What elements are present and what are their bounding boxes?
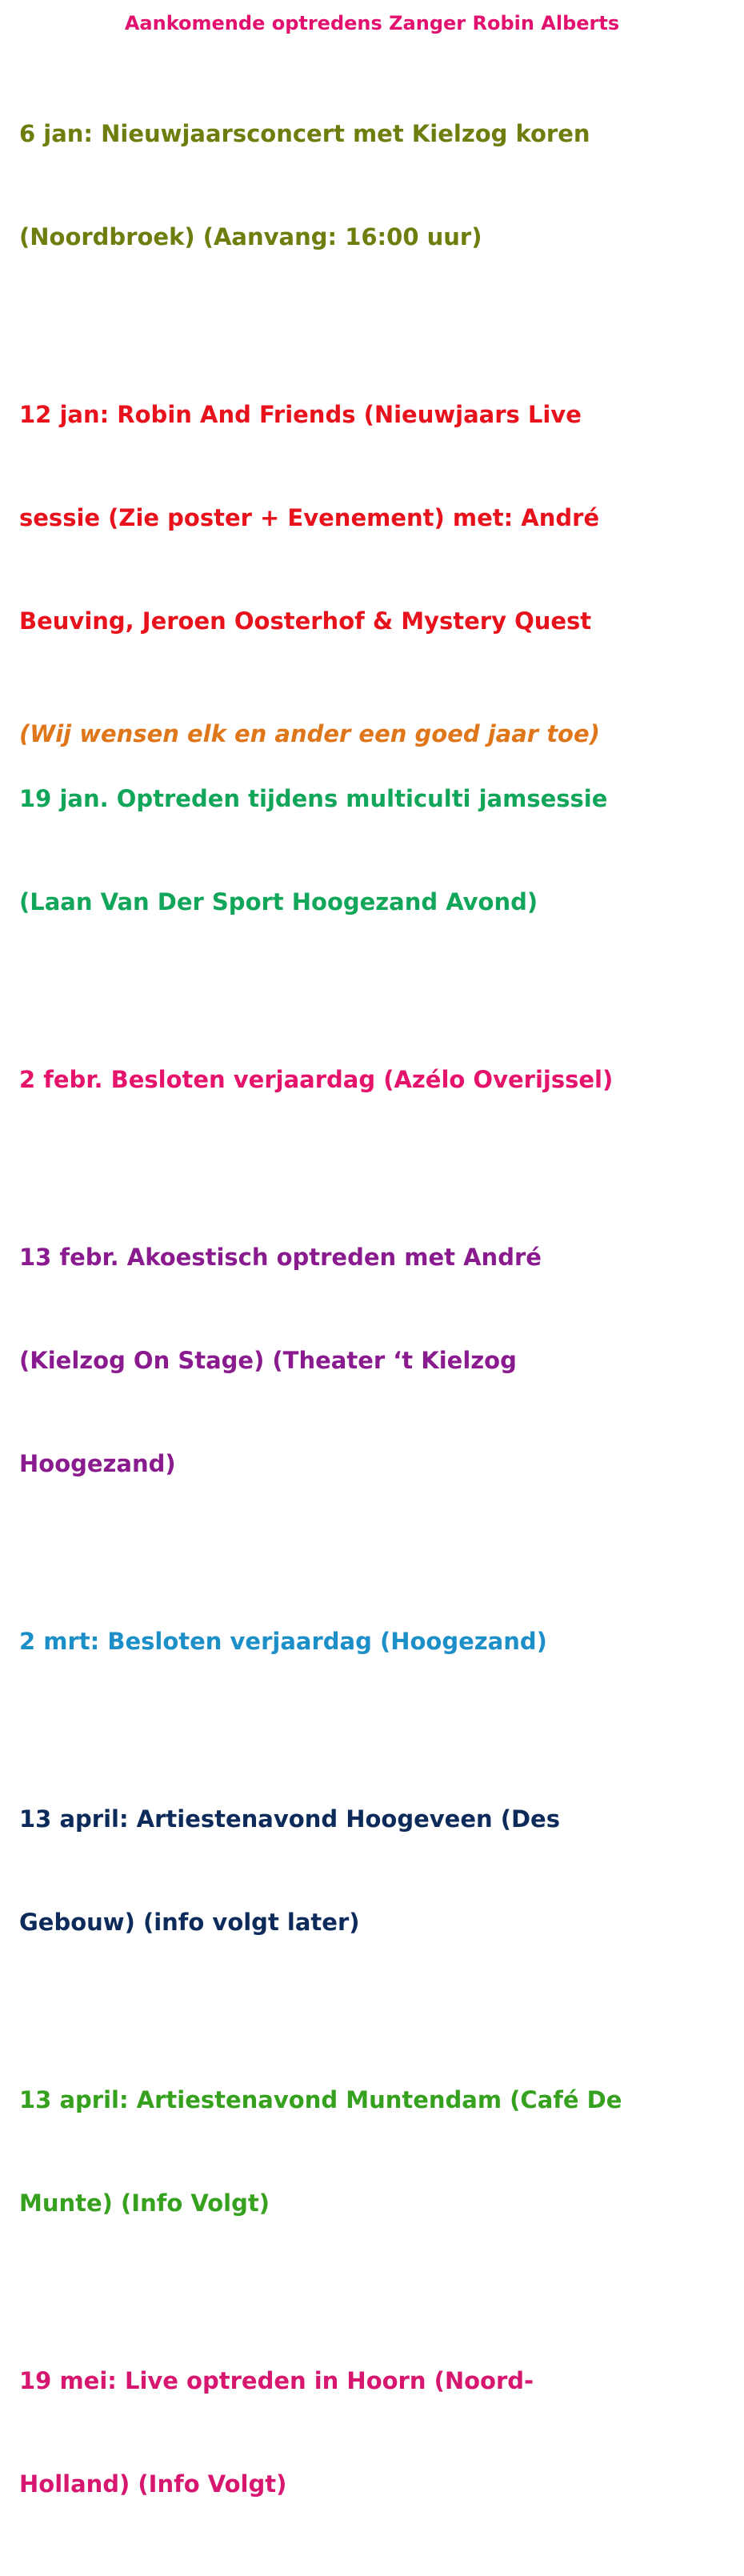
- event-line: 2 mrt: Besloten verjaardag (Hoogezand): [19, 1628, 547, 1655]
- event-line: (Laan Van Der Sport Hoogezand Avond): [19, 888, 538, 915]
- event-line: (Kielzog On Stage) (Theater ‘t Kielzog: [19, 1347, 517, 1374]
- event-line: 6 jan: Nieuwjaarsconcert met Kielzog koren: [19, 120, 590, 147]
- event-item-7: [19, 1733, 731, 2009]
- page-title: Aankomende optredens Zanger Robin Alberts: [124, 12, 620, 34]
- event-line: Hoogezand): [19, 1450, 176, 1477]
- event-item-6: [19, 1556, 731, 1728]
- event-line: 13 april: Artiestenavond Hoogeveen (Des: [19, 1805, 560, 1833]
- event-line: (Noordbroek) (Aanvang: 16:00 uur): [19, 223, 482, 250]
- event-item-8: [19, 2014, 731, 2290]
- event-line: 12 jan: Robin And Friends (Nieuwjaars Live: [19, 401, 582, 428]
- event-item-2: [19, 329, 731, 707]
- event-line: 19 jan. Optreden tijdens multiculti jamsessie: [19, 785, 608, 812]
- event-line: 13 april: Artiestenavond Muntendam (Café De: [19, 2086, 622, 2113]
- event-item-1: [19, 48, 731, 323]
- event-item-3: [19, 713, 731, 988]
- event-item-5: [19, 1172, 731, 1550]
- event-item-4: [19, 994, 731, 1166]
- event-line: sessie (Zie poster + Evenement) met: André: [19, 504, 600, 531]
- event-line: Beuving, Jeroen Oosterhof & Mystery Quest: [19, 607, 592, 635]
- event-line: Munte) (Info Volgt): [19, 2189, 270, 2217]
- event-line: 19 mei: Live optreden in Hoorn (Noord-: [19, 2367, 534, 2394]
- event-line: 13 febr. Akoestisch optreden met André: [19, 1244, 542, 1271]
- event-line: 2 febr. Besloten verjaardag (Azélo Overijssel): [19, 1066, 614, 1093]
- event-line: Holland) (Info Volgt): [19, 2470, 287, 2498]
- event-list: [19, 48, 731, 2576]
- event-item-9: [19, 2295, 731, 2570]
- event-line: Gebouw) (info volgt later): [19, 1909, 360, 1936]
- footer-wish: (Wij wensen elk en ander een goed jaar toe): [19, 720, 600, 747]
